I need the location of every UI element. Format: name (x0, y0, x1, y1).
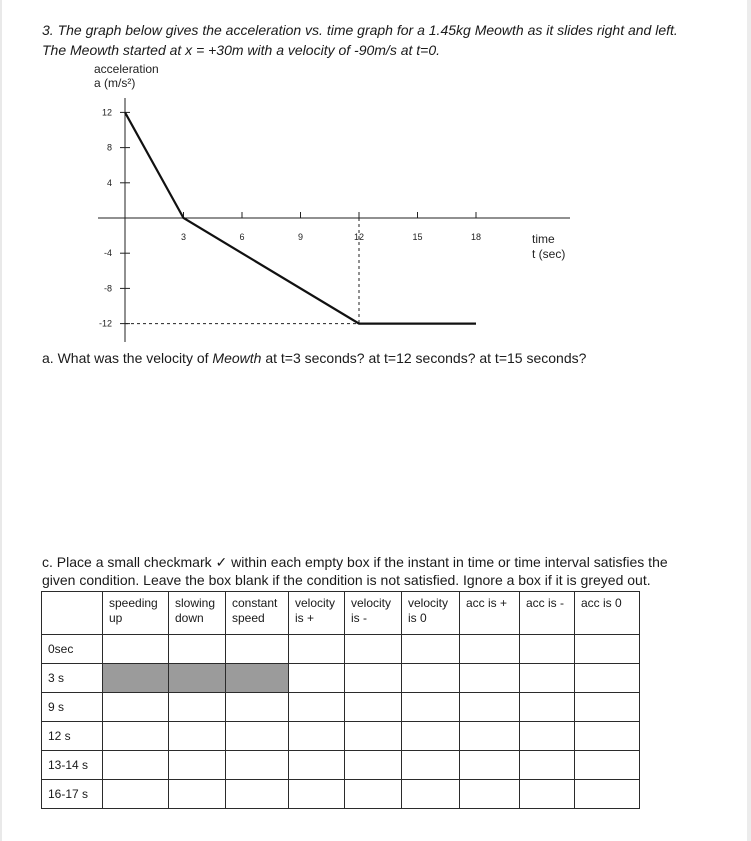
question-a-text: a. What was the velocity of Meowth at t=3 seconds? at t=12 seconds? at t=15 seconds? (42, 350, 587, 366)
x-tick-label: 12 (353, 232, 365, 242)
table-row (42, 722, 640, 751)
row-label: 12 s (42, 722, 103, 751)
check-cell[interactable] (402, 780, 460, 809)
header-cell-blank (42, 592, 103, 635)
check-cell[interactable] (460, 780, 520, 809)
row-label: 9 s (42, 693, 103, 722)
check-cell[interactable] (460, 664, 520, 693)
check-cell[interactable] (520, 664, 575, 693)
check-cell[interactable] (103, 780, 169, 809)
check-cell[interactable] (345, 635, 402, 664)
check-cell[interactable] (460, 722, 520, 751)
check-cell[interactable] (575, 635, 640, 664)
check-cell[interactable] (345, 780, 402, 809)
header-acc-zero: acc is 0 (575, 592, 640, 635)
check-cell[interactable] (575, 751, 640, 780)
check-cell[interactable] (345, 722, 402, 751)
check-cell[interactable] (169, 693, 226, 722)
check-cell[interactable] (402, 751, 460, 780)
y-tick-label: -12 (98, 318, 112, 329)
check-cell[interactable] (103, 635, 169, 664)
check-cell[interactable] (345, 693, 402, 722)
check-cell[interactable] (575, 722, 640, 751)
x-tick-label: 18 (470, 232, 482, 242)
conditions-table (41, 591, 640, 809)
y-axis-label-line1: acceleration (94, 62, 159, 76)
check-cell[interactable] (103, 693, 169, 722)
check-cell[interactable] (169, 780, 226, 809)
check-cell[interactable] (169, 635, 226, 664)
check-cell[interactable] (575, 693, 640, 722)
acceleration-time-graph (0, 0, 751, 345)
check-cell[interactable] (520, 722, 575, 751)
check-cell[interactable] (103, 722, 169, 751)
header-constant-speed: constant speed (226, 592, 289, 635)
check-cell[interactable] (402, 664, 460, 693)
table-row (42, 635, 640, 664)
header-acc-negative: acc is - (520, 592, 575, 635)
check-cell[interactable] (402, 693, 460, 722)
header-acc-positive: acc is + (460, 592, 520, 635)
check-cell[interactable] (575, 664, 640, 693)
header-speeding-up: speeding up (103, 592, 169, 635)
check-cell[interactable] (289, 693, 345, 722)
row-label: 13-14 s (42, 751, 103, 780)
x-axis-label-line1: time (532, 232, 555, 246)
row-label: 16-17 s (42, 780, 103, 809)
check-cell[interactable] (103, 751, 169, 780)
check-cell[interactable] (345, 664, 402, 693)
check-cell[interactable] (226, 780, 289, 809)
y-tick-label: 12 (101, 107, 112, 118)
x-axis-label-line2: t (sec) (532, 247, 566, 261)
y-axis-label-line2: a (m/s²) (94, 76, 136, 90)
x-tick-label: 6 (239, 232, 245, 242)
check-cell[interactable] (169, 722, 226, 751)
check-cell[interactable] (575, 780, 640, 809)
row-label: 0sec (42, 635, 103, 664)
check-cell[interactable] (289, 722, 345, 751)
greyed-cell (103, 664, 169, 693)
check-cell[interactable] (520, 635, 575, 664)
check-cell[interactable] (520, 693, 575, 722)
table-row (42, 693, 640, 722)
check-cell[interactable] (460, 693, 520, 722)
header-velocity-positive: velocity is + (289, 592, 345, 635)
question-c: c. Place a small checkmark ✓ within each empty box if the instant in time or time interval satisfies the given condition. Leave the box blank if the condition is not satisfied. Ignore a box if it is greyed out. (42, 554, 668, 588)
check-cell[interactable] (289, 664, 345, 693)
problem-intro: 3. The graph below gives the acceleration vs. time graph for a 1.45kg Meowth as it slides right and left. The Meowth started at x = +30m with a velocity of -90m/s at t=0. (42, 22, 678, 58)
row-label: 3 s (42, 664, 103, 693)
check-cell[interactable] (169, 751, 226, 780)
header-velocity-zero: velocity is 0 (402, 592, 460, 635)
x-tick-label: 3 (180, 232, 187, 242)
y-tick-label: 4 (106, 177, 112, 188)
greyed-cell (226, 664, 289, 693)
check-cell[interactable] (226, 722, 289, 751)
check-cell[interactable] (460, 635, 520, 664)
question-a (42, 350, 586, 366)
y-tick-label: 8 (106, 142, 112, 153)
table-header-row (42, 592, 640, 635)
check-cell[interactable] (520, 780, 575, 809)
header-slowing-down: slowing down (169, 592, 226, 635)
check-cell[interactable] (226, 635, 289, 664)
x-tick-label: 15 (412, 232, 423, 242)
table-row (42, 664, 640, 693)
check-cell[interactable] (402, 635, 460, 664)
y-tick-label: -4 (103, 248, 112, 259)
greyed-cell (169, 664, 226, 693)
table-body (42, 635, 640, 809)
check-cell[interactable] (402, 722, 460, 751)
table-row (42, 751, 640, 780)
check-cell[interactable] (226, 693, 289, 722)
header-velocity-negative: velocity is - (345, 592, 402, 635)
table-row (42, 780, 640, 809)
x-tick-label: 9 (297, 232, 304, 242)
check-cell[interactable] (345, 751, 402, 780)
check-cell[interactable] (226, 751, 289, 780)
y-tick-label: -8 (103, 283, 112, 294)
check-cell[interactable] (520, 751, 575, 780)
check-cell[interactable] (289, 751, 345, 780)
check-cell[interactable] (289, 635, 345, 664)
check-cell[interactable] (289, 780, 345, 809)
check-cell[interactable] (460, 751, 520, 780)
